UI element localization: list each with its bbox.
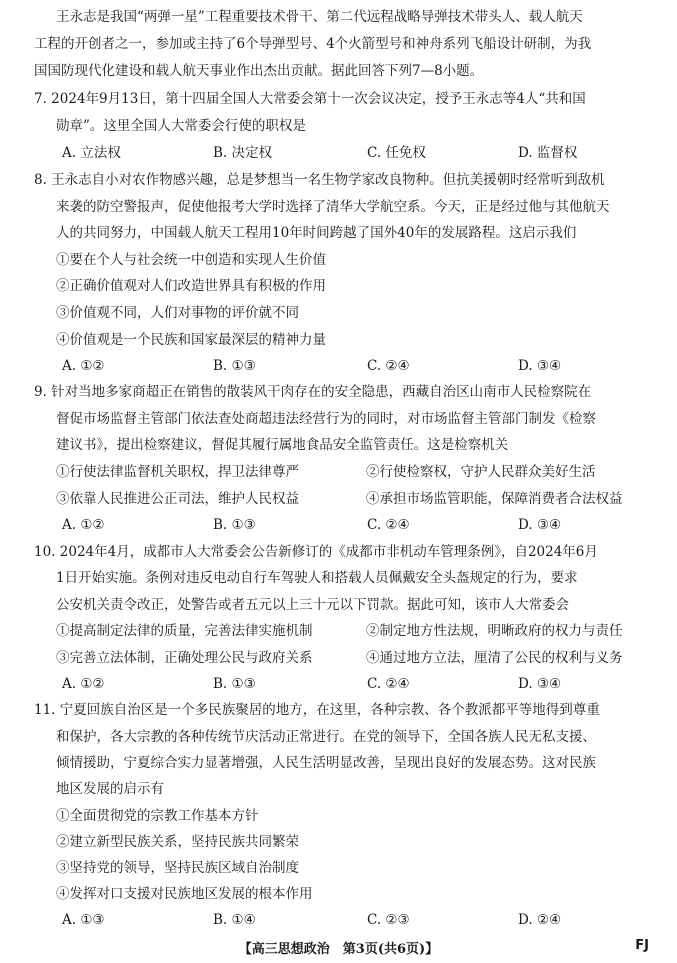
option-3: ③坚持党的领导，坚持民族区域自治制度 [56,860,299,876]
choice-d: D. ②④ [518,912,562,928]
choice-d: D. ③④ [518,676,562,692]
choice-c: C. ②④ [367,676,410,692]
option-1: ①要在个人与社会统一中创造和实现人生价值 [56,252,326,268]
option-1: ①全面贯彻党的宗教工作基本方针 [56,808,259,824]
option-3: ③完善立法体制，正确处理公民与政府关系 [56,650,313,666]
option-1: ①行使法律监督机关职权，捍卫法律尊严 [56,464,299,480]
choice-b: B. ①④ [213,912,256,928]
intro-line: 王永志是我国“两弹一星”工程重要技术骨干、第二代远程战略导弹技术带头人、载人航天 [56,9,583,25]
option-4: ④承担市场监管职能，保障消费者合法权益 [366,491,623,507]
option-4: ④价值观是一个民族和国家最深层的精神力量 [56,332,326,348]
option-3: ③价值观不同，人们对事物的评价就不同 [56,305,299,321]
choice-a: A. ①② [62,517,105,533]
choice-b: B. 决定权 [213,145,273,161]
question-stem-line: 7. 2024年9月13日，第十四届全国人大常委会第十一次会议决定，授予王永志等4人“共和国 [34,91,586,107]
choice-d: D. 监督权 [518,145,578,161]
option-2: ②正确价值观对人们改造世界具有积极的作用 [56,278,326,294]
option-2: ②建立新型民族关系，坚持民族共同繁荣 [56,834,299,850]
question-stem-line: 8. 王永志自小对农作物感兴趣，总是梦想当一名生物学家改良物种。但抗美援朝时经常听到敌机 [34,172,605,188]
choice-b: B. ①③ [213,358,256,374]
choice-c: C. ②④ [367,358,410,374]
question-stem-line: 1日开始实施。条例对违反电动自行车驾驶人和搭载人员佩戴安全头盔规定的行为，要求 [56,570,578,586]
option-3: ③依靠人民推进公正司法，维护人民权益 [56,491,299,507]
choice-d: D. ③④ [518,517,562,533]
intro-line: 工程的开创者之一，参加或主持了6个导弹型号、4个火箭型号和神舟系列飞船设计研制，为我 [34,36,592,52]
option-1: ①提高制定法律的质量，完善法律实施机制 [56,623,313,639]
question-stem-line: 10. 2024年4月，成都市人大常委会公告新修订的《成都市非机动车管理条例》，自2024年6月 [34,544,598,560]
option-2: ②行使检察权，守护人民群众美好生活 [366,464,596,480]
choice-a: A. ①③ [62,912,105,928]
question-stem-line: 11. 宁夏回族自治区是一个多民族聚居的地方，在这里，各种宗教、各个教派都平等地得到尊重 [34,702,600,718]
choice-a: A. ①② [62,358,105,374]
option-4: ④发挥对口支援对民族地区发展的根本作用 [56,886,313,902]
choice-a: A. ①② [62,676,105,692]
choice-c: C. ②③ [367,912,410,928]
option-4: ④通过地方立法，厘清了公民的权利与义务 [366,650,623,666]
question-stem-line: 地区发展的启示有 [56,781,164,797]
question-stem-line: 来袭的防空警报声，促使他报考大学时选择了清华大学航空系。今天，正是经过他与其他航天 [56,199,610,215]
choice-b: B. ①③ [213,676,256,692]
question-stem-line: 9. 针对当地多家商超正在销售的散装风干肉存在的安全隐患，西藏自治区山南市人民检察院在 [34,384,592,400]
footer-region-code: FJ [635,938,649,953]
question-stem-line: 倾情援助，宁夏综合实力显著增强，人民生活明显改善，呈现出良好的发展态势。这对民族 [56,755,596,771]
question-stem-line: 和保护，各大宗教的各种传统节庆活动正常进行。在党的领导下，全国各族人民无私支援、 [56,729,596,745]
footer-page-info: 【高三思想政治 第3页(共6页)】 [238,942,439,957]
option-2: ②制定地方性法规，明晰政府的权力与责任 [366,623,623,639]
question-stem-line: 勋章”。这里全国人大常委会行使的职权是 [56,118,306,134]
choice-c: C. 任免权 [367,145,426,161]
intro-line: 国国防现代化建设和载人航天事业作出杰出贡献。据此回答下列7—8小题。 [34,63,484,79]
question-stem-line: 督促市场监督主管部门依法查处商超违法经营行为的同时，对市场监督主管部门制发《检察 [56,411,596,427]
question-stem-line: 建议书》，提出检察建议，督促其履行属地食品安全监管责任。这是检察机关 [56,437,509,453]
choice-a: A. 立法权 [62,145,121,161]
question-stem-line: 人的共同努力，中国载人航天工程用10年时间跨越了国外40年的发展路程。这启示我们 [56,225,577,241]
choice-d: D. ③④ [518,358,562,374]
choice-b: B. ①③ [213,517,256,533]
question-stem-line: 公安机关责令改正，处警告或者五元以上三十元以下罚款。据此可知，该市人大常委会 [56,597,569,613]
choice-c: C. ②④ [367,517,410,533]
